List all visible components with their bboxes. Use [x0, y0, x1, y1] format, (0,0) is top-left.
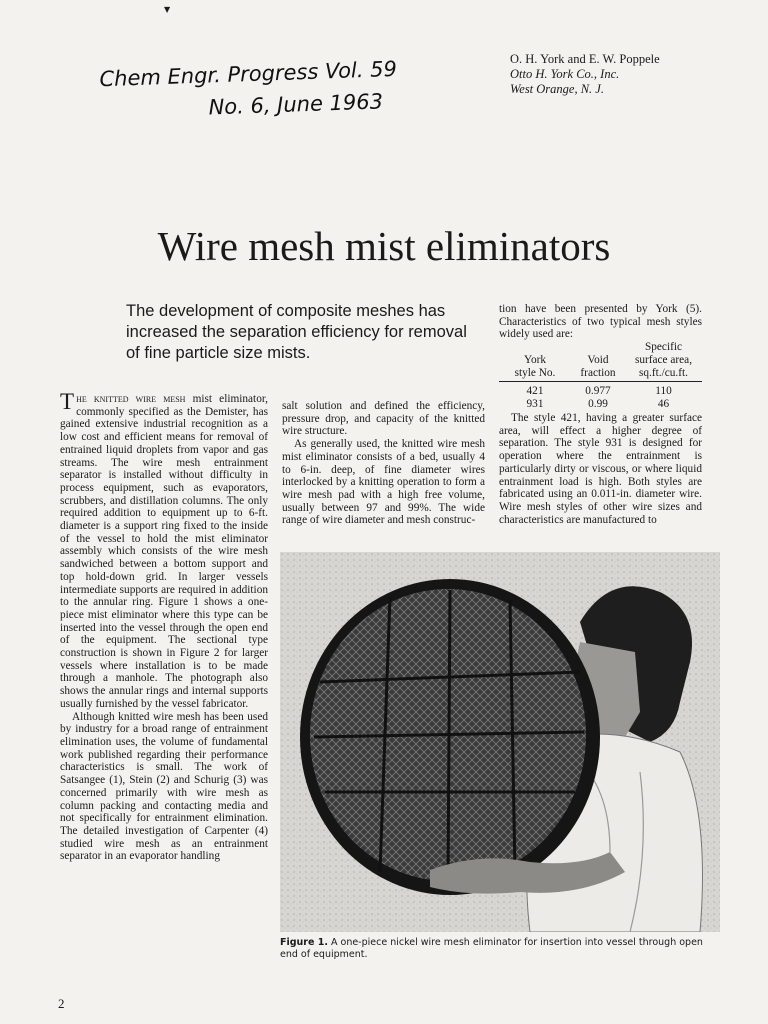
paragraph-styles: The style 421, having a greater surface area, will effect a higher degree of separation. The style 931 is designed for operation where the entrainment is particularly dirty or viscous, or where liquid entrainment load is high. Both styles are fabricated using an 0.011-in. diameter wire. Wire mesh styles of other wire sizes and characteristics are manufactured to	[499, 412, 702, 526]
handwritten-citation-note	[99, 53, 401, 127]
body-column-3	[499, 412, 702, 526]
table-header-row-3	[499, 367, 702, 382]
paragraph-literature: Although knitted wire mesh has been used by industry for a broad range of entrainment elimination uses, the volume of fundamental work published regarding their performance characteristics is small. The work of Satsangee (1), Stein (2) and Schurig (3) was concerned primarily with wire mesh as column packing and contacting media and not specifically for entrainment elimination. The detailed investigation of Carpenter (4) studied wire mesh as an entrainment separator in an evaporator handling	[60, 710, 268, 863]
author-location: West Orange, N. J.	[510, 82, 604, 96]
table-header-cell: Void	[587, 354, 609, 366]
table-cell: 46	[657, 398, 670, 410]
table-row	[499, 382, 702, 398]
body-column-3-top	[499, 303, 702, 341]
table-cell: 0.977	[585, 385, 611, 397]
photo-illustration	[280, 552, 720, 932]
author-organization: Otto H. York Co., Inc.	[510, 67, 620, 81]
caption-text: A one-piece nickel wire mesh eliminator for insertion into vessel through open end of equipment.	[280, 937, 703, 960]
handnote-line-2: No. 6, June 1963	[208, 89, 384, 120]
paragraph-continued-col3: tion have been presented by York (5). Characteristics of two typical mesh styles widely used are:	[499, 303, 702, 341]
scan-mark: ▼	[164, 5, 171, 14]
body-column-1	[60, 389, 268, 863]
table-header-row-2	[499, 354, 702, 367]
mesh-styles-table	[499, 341, 702, 411]
author-names: O. H. York and E. W. Poppele	[510, 52, 660, 66]
table-header-cell: style No.	[514, 367, 556, 379]
table-header-cell: fraction	[580, 367, 616, 379]
article-subtitle: The development of composite meshes has increased the separation efficiency for removal of fine particle size mists.	[126, 302, 467, 362]
table-row	[499, 398, 702, 411]
paragraph-intro-text: mist eliminator, commonly specified as the Demister, has gained extensive industrial recognition as a low cost and efficient means for removal of entrained liquid droplets from vapor and gas streams. The wire mesh entrainment separator is installed without difficulty in process equipment, such as evaporators, scrubbers, and distillation columns. The only required addition to equipment up to 6-ft. diameter is a support ring fixed to the inside of the vessel to hold the mist eliminator assembly which consists of the wire mesh sandwiched between a bottom support and top hold-down grid. In larger vessels intermediate supports are required in addition to the annular ring. Figure 1 shows a one-piece mist eliminator where this type can be inserted into the vessel through the open end of the equipment. The sectional type construction is shown in Figure 2 for larger vessels where installation is to be made through a manhole. The photograph also shows the annular rings and internal supports usually furnished by the vessel fabricator.	[60, 393, 268, 710]
table-header-cell	[499, 341, 571, 354]
table-cell: 0.99	[588, 398, 608, 410]
author-block	[510, 52, 750, 97]
table-header-row-1	[499, 341, 702, 354]
table-cell: 110	[655, 385, 672, 397]
table-header-cell: surface area,	[634, 354, 693, 366]
lead-in-smallcaps: he knitted wire mesh	[76, 393, 186, 405]
paragraph-construction: As generally used, the knitted wire mesh mist eliminator consists of a bed, usually 4 to 6-in. deep, of fine diameter wires interlocked by a knitting operation to form a wire mesh pad with a high free volume, usually between 97 and 99%. The wide range of wire diameter and mesh construc-	[282, 438, 485, 527]
body-column-2	[282, 400, 485, 527]
figure-1-photo	[280, 552, 720, 932]
table-header-cell: sq.ft./cu.ft.	[639, 367, 688, 379]
table-header-cell	[571, 341, 625, 354]
article-title: Wire mesh mist eliminators	[157, 223, 611, 269]
handnote-line-1: Chem Engr. Progress Vol. 59	[99, 56, 398, 92]
figure-caption	[280, 937, 720, 961]
table-header-cell: York	[523, 354, 547, 366]
table-cell: 421	[526, 385, 544, 397]
table-cell: 931	[526, 398, 544, 410]
paragraph-intro	[60, 389, 268, 711]
table-header-cell: Specific	[644, 341, 682, 353]
page-number: 2	[58, 996, 65, 1011]
paragraph-continued: salt solution and defined the efficiency, pressure drop, and capacity of the knitted wire structure.	[282, 400, 485, 438]
caption-label: Figure 1.	[280, 937, 328, 948]
drop-cap: T	[60, 389, 75, 414]
